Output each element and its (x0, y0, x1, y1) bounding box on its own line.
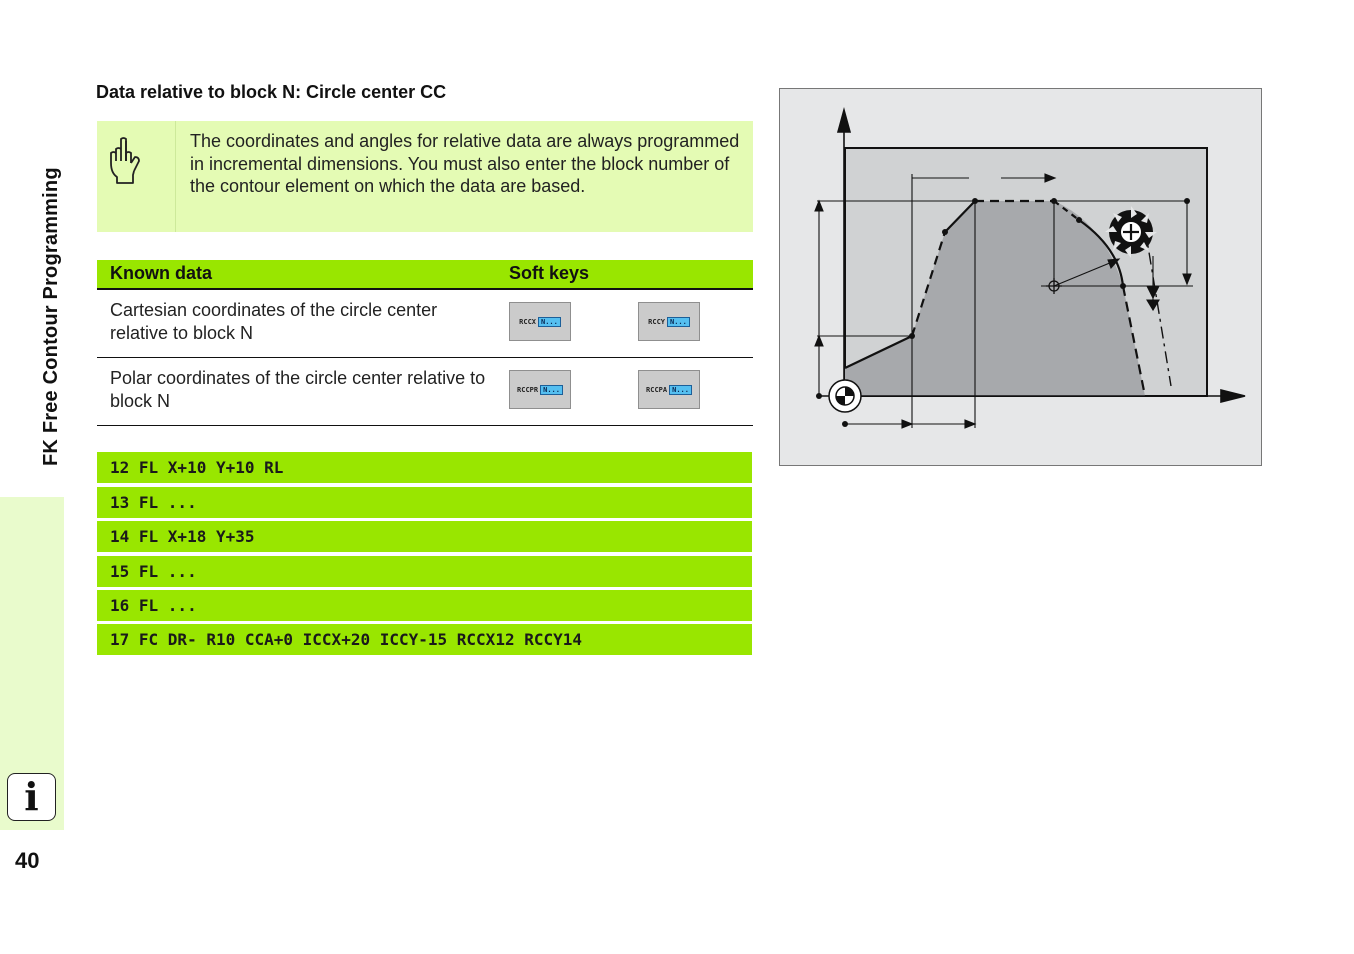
code-line: 12 FL X+10 Y+10 RL (97, 452, 752, 483)
softkey-label: RCCX (519, 317, 536, 326)
code-line: 13 FL ... (97, 487, 752, 518)
header-soft-keys: Soft keys (509, 263, 590, 283)
header-known-data: Known data (110, 263, 212, 283)
softkey-label: RCCPA (646, 385, 668, 394)
page-number: 40 (15, 848, 40, 873)
known-data-table (97, 260, 753, 426)
info-symbol: i (24, 774, 39, 819)
code-line: 17 FC DR- R10 CCA+0 ICCX+20 ICCY-15 RCCX12 RCCY14 (97, 624, 752, 655)
softkey-label: RCCPR (517, 385, 539, 394)
datum-icon (829, 380, 861, 412)
code-line: 16 FL ... (97, 590, 752, 621)
note-text: The coordinates and angles for relative data are always programmed in incremental dimensions. You must also enter the block number of the contour element on which the data are based. (190, 131, 740, 196)
info-icon (7, 773, 56, 821)
note-icon-cell (97, 121, 176, 232)
softkey-rccx[interactable] (509, 302, 571, 341)
softkey-rccpa[interactable] (638, 370, 700, 409)
note-box (97, 121, 753, 232)
row-description: Cartesian coordinates of the circle center relative to block N (110, 300, 438, 343)
chapter-title: FK Free Contour Programming (40, 167, 62, 466)
table-row (97, 358, 753, 426)
row-description: Polar coordinates of the circle center relative to block N (110, 368, 486, 411)
table-row (97, 290, 753, 358)
hand-pointer-icon (109, 137, 143, 185)
contour-diagram (779, 88, 1263, 467)
softkey-suffix: N... (538, 317, 561, 327)
softkey-rccpr[interactable] (509, 370, 571, 409)
softkey-suffix: N... (540, 385, 563, 395)
softkey-label: RCCY (648, 317, 665, 326)
softkey-suffix: N... (669, 385, 692, 395)
section-heading: Data relative to block N: Circle center CC (96, 82, 447, 102)
code-line: 15 FL ... (97, 556, 752, 587)
code-line: 14 FL X+18 Y+35 (97, 521, 752, 552)
softkey-rccy[interactable] (638, 302, 700, 341)
table-header (97, 260, 753, 290)
softkey-suffix: N... (667, 317, 690, 327)
